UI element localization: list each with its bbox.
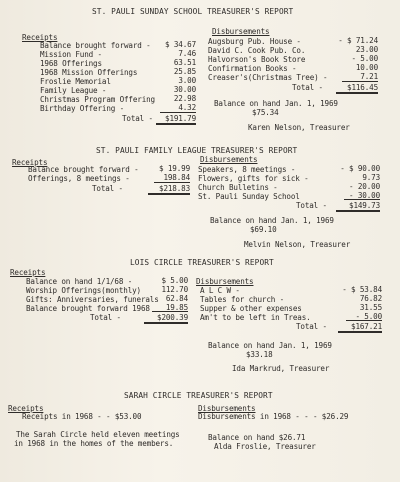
lois-disb-label: Am't to be left in Treas. — [200, 313, 311, 322]
ss-disb-total: $116.45 — [336, 83, 378, 94]
lois-disb-label: Tables for church - — [200, 295, 285, 304]
sarah-note-line: in 1968 in the homes of the members. — [14, 439, 174, 448]
ss-receipt-label: Birthday Offering - — [40, 104, 125, 113]
family-league-disbursements-heading: Disbursements — [200, 155, 258, 164]
lois-balance-amount: $33.18 — [246, 350, 273, 359]
ss-receipt-amount: 25.85 — [173, 67, 196, 76]
ss-disb-total-label: Total - — [292, 83, 323, 92]
lois-receipt-label: Gifts: Anniversaries, funerals — [26, 295, 159, 304]
lois-receipt-amount: 62.84 — [165, 294, 188, 303]
sunday-school-title: ST. PAULI SUNDAY SCHOOL TREASURER'S REPORT — [92, 7, 294, 16]
ss-receipts-total-label: Total - — [122, 114, 153, 123]
lois-balance-label: Balance on hand Jan. 1, 1969 — [208, 341, 332, 350]
fl-receipt-amount: $ 19.99 — [159, 164, 190, 173]
fl-receipt-amount: 198.84 — [163, 173, 190, 182]
fl-receipts-total-label: Total - — [92, 184, 123, 193]
ss-disb-amount: - $ 71.24 — [338, 36, 378, 45]
fl-disb-label: Speakers, 8 meetings - — [198, 165, 296, 174]
fl-disb-amount: 9.73 — [362, 173, 380, 182]
ss-disb-label: David C. Cook Pub. Co. — [208, 46, 306, 55]
sarah-receipts-heading: Receipts — [8, 404, 44, 413]
lois-disb-rule — [346, 320, 382, 321]
ss-disb-amount: 7.21 — [360, 72, 378, 81]
sarah-receipts-line: Receipts in 1968 - - $53.00 — [22, 412, 142, 421]
fl-receipt-label: Offerings, 8 meetings - — [28, 174, 130, 183]
ss-balance-amount: $75.34 — [252, 108, 279, 117]
lois-receipt-label: Worship Offerings(monthly) — [26, 286, 141, 295]
ss-receipt-amount: $ 34.67 — [165, 40, 196, 49]
ss-receipt-label: Froslie Memorial — [40, 77, 111, 86]
fl-disb-total-label: Total - — [296, 201, 327, 210]
ss-receipt-amount: 22.98 — [173, 94, 196, 103]
ss-receipt-label: Family League - — [40, 86, 107, 95]
ss-receipt-label: 1968 Mission Offerings — [40, 68, 138, 77]
fl-treasurer: Melvin Nelson, Treasurer — [244, 240, 351, 249]
sunday-school-receipts-heading: Receipts — [22, 33, 58, 42]
ss-disb-label: Augsburg Pub. House - — [208, 37, 301, 46]
sarah-treasurer: Alda Froslie, Treasurer — [214, 442, 316, 451]
lois-receipt-amount: 19.85 — [165, 303, 188, 312]
sunday-school-disbursements-heading: Disbursements — [212, 27, 270, 36]
lois-disb-label: A L C W - — [200, 286, 240, 295]
ss-treasurer: Karen Nelson, Treasurer — [248, 123, 350, 132]
lois-disb-label: Supper & other expenses — [200, 304, 302, 313]
lois-receipts-heading: Receipts — [10, 268, 46, 277]
fl-disb-rule — [344, 199, 380, 200]
fl-disb-amount: - 30.00 — [349, 191, 380, 200]
lois-receipt-label: Balance on hand 1/1/68 - — [26, 277, 133, 286]
ss-receipt-label: Mission Fund - — [40, 50, 102, 59]
sarah-disbursements-heading: Disbursements — [198, 404, 256, 413]
lois-disb-amount: 76.82 — [359, 294, 382, 303]
ss-disb-label: Halvorson's Book Store — [208, 55, 306, 64]
family-league-title: ST. PAULI FAMILY LEAGUE TREASURER'S REPORT — [96, 146, 298, 155]
fl-receipts-total: $218.83 — [148, 184, 190, 195]
ss-disb-rule — [342, 81, 378, 82]
ss-balance-label: Balance on hand Jan. 1, 1969 — [214, 99, 338, 108]
lois-treasurer: Ida Markrud, Treasurer — [232, 364, 330, 373]
ss-receipt-amount: 7.46 — [178, 49, 196, 58]
ss-receipt-label: Christmas Program Offering — [40, 95, 155, 104]
sarah-circle-title: SARAH CIRCLE TREASURER'S REPORT — [124, 391, 273, 400]
ss-receipt-amount: 30.00 — [173, 85, 196, 94]
lois-disb-total: $167.21 — [338, 322, 382, 333]
fl-disb-label: Flowers, gifts for sick - — [198, 174, 309, 183]
fl-receipts-rule — [154, 182, 190, 183]
fl-disb-amount: - 20.00 — [349, 182, 380, 191]
family-league-receipts-heading: Receipts — [12, 158, 48, 167]
lois-receipts-rule — [152, 311, 188, 312]
fl-balance-amount: $69.10 — [250, 225, 277, 234]
lois-disbursements-heading: Disbursements — [196, 277, 254, 286]
ss-receipt-amount: 63.51 — [173, 58, 196, 67]
sarah-disbursements-line: Disbursements in 1968 - - - $26.29 — [198, 412, 349, 421]
fl-balance-label: Balance on hand Jan. 1, 1969 — [210, 216, 334, 225]
lois-receipt-amount: 112.70 — [161, 285, 188, 294]
ss-disb-amount: - 5.00 — [351, 54, 378, 63]
ss-receipt-amount: 4.32 — [178, 103, 196, 112]
ss-receipt-amount: 3.00 — [178, 76, 196, 85]
lois-receipt-amount: $ 5.00 — [161, 276, 188, 285]
fl-receipt-label: Balance brought forward - — [28, 165, 139, 174]
lois-receipts-total: $200.39 — [144, 313, 188, 324]
sarah-note-line: The Sarah Circle held eleven meetings — [16, 430, 180, 439]
lois-disb-total-label: Total - — [296, 322, 327, 331]
ss-disb-amount: 23.00 — [355, 45, 378, 54]
lois-disb-amount: 31.55 — [359, 303, 382, 312]
fl-disb-total: $149.73 — [336, 201, 380, 212]
fl-disb-amount: - $ 90.00 — [340, 164, 380, 173]
ss-disb-label: Confirmation Books - — [208, 64, 297, 73]
lois-disb-amount: - $ 53.84 — [342, 285, 382, 294]
lois-circle-title: LOIS CIRCLE TREASURER'S REPORT — [130, 258, 274, 267]
ss-receipts-total: $191.79 — [156, 114, 196, 125]
fl-disb-label: St. Pauli Sunday School — [198, 192, 300, 201]
ss-receipt-label: 1968 Offerings — [40, 59, 102, 68]
fl-disb-label: Church Bulletins - — [198, 183, 278, 192]
ss-disb-amount: 10.00 — [355, 63, 378, 72]
lois-receipt-label: Balance brought forward 1968 — [26, 304, 150, 313]
ss-receipts-rule — [160, 112, 196, 113]
ss-disb-label: Creaser's(Christmas Tree) - — [208, 73, 328, 82]
lois-receipts-total-label: Total - — [90, 313, 121, 322]
sarah-balance-line: Balance on hand $26.71 — [208, 433, 306, 442]
ss-receipt-label: Balance brought forward - — [40, 41, 151, 50]
lois-disb-amount: - 5.00 — [355, 312, 382, 321]
